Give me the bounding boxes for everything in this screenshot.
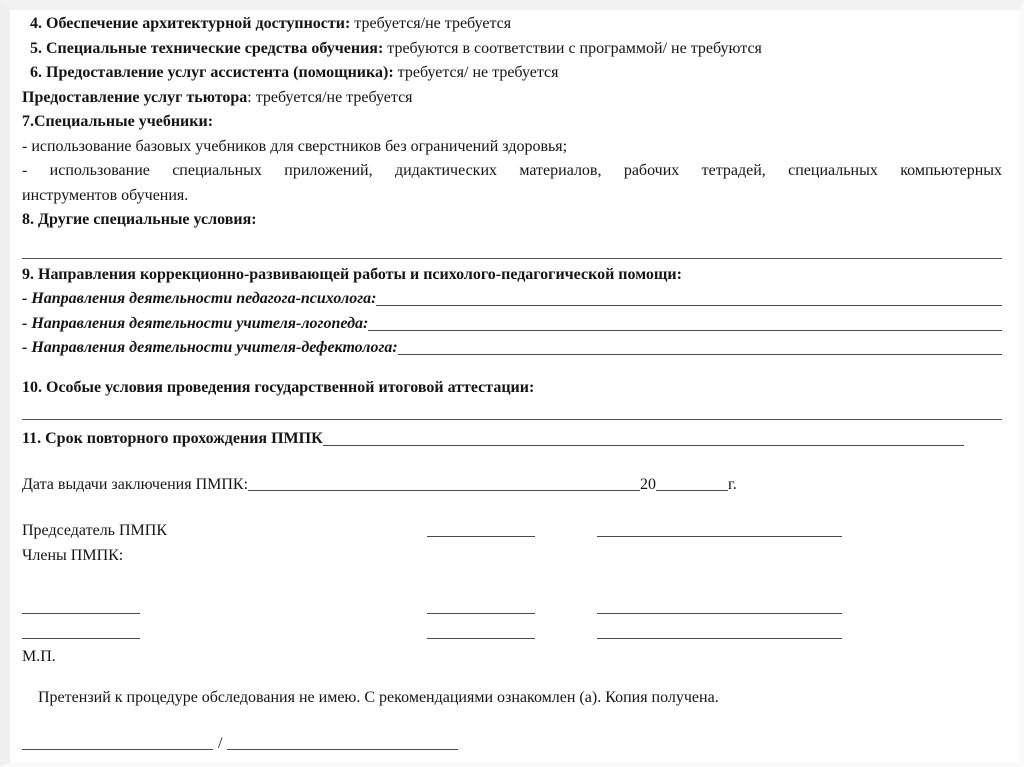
item-11-label: 11. Срок повторного прохождения ПМПК [22, 430, 323, 447]
final-signature-row [22, 732, 1002, 757]
members-label: Члены ПМПК: [22, 546, 124, 564]
member-1-position-blank [22, 610, 140, 614]
item-8-label: 8. Другие специальные условия: [22, 211, 257, 228]
member-1-name-blank [597, 610, 842, 614]
item-4-value: требуется/не требуется [350, 15, 512, 32]
item-10-blank-line [22, 400, 1002, 420]
item-5-value: требуются в соответствии с программой/ не требуются [383, 39, 762, 57]
issue-date-line [22, 473, 1002, 498]
signature-separator: / [218, 735, 223, 752]
member-row-1 [22, 596, 1002, 621]
pmpk-conclusion-form [10, 10, 1019, 762]
consent-line: Претензий к процедуре обследования не имею. С рекомендациями ознакомлен (а). Копия получена. [38, 688, 719, 706]
item-8-line [22, 208, 1002, 233]
member-row-2 [22, 621, 1002, 646]
direction-speech-therapist-line [22, 312, 1002, 337]
tutor-line [22, 86, 1002, 111]
speech-therapist-blank-line [368, 312, 1002, 331]
member-2-name-blank [597, 635, 842, 639]
item-4-line [22, 12, 1002, 37]
item-11-line [22, 427, 1002, 452]
issue-date-year-prefix: 20 [640, 475, 657, 493]
item-7-option-2-line-2: инструментов обучения. [22, 186, 189, 204]
item-7-label: 7.Специальные учебники: [22, 113, 214, 130]
item-7-line [22, 110, 1002, 135]
item-9-line [22, 263, 1002, 288]
direction-defectologist-label: - Направления деятельности учителя-дефектолога: [22, 339, 398, 356]
stamp-line [22, 645, 1002, 670]
direction-psychologist-line [22, 287, 1002, 312]
direction-psychologist-label: - Направления деятельности педагога-психолога: [22, 290, 377, 307]
issue-date-year-suffix: г. [728, 475, 737, 493]
chairman-name-blank [597, 533, 842, 537]
psychologist-blank-line [376, 287, 1002, 306]
direction-speech-therapist-label: - Направления деятельности учителя-логопеда: [22, 314, 369, 332]
item-7-option-2-line-1: - использование специальных приложений, дидактических материалов, рабочих тетрадей, специальных компьютерных [22, 162, 1002, 179]
member-2-position-blank [22, 635, 140, 639]
chairman-signature-blank [427, 533, 535, 537]
chairman-label: Председатель ПМПК [22, 522, 167, 539]
item-10-line [22, 376, 1002, 401]
item-10-label: 10. Особые условия проведения государственной итоговой аттестации: [22, 378, 535, 396]
direction-defectologist-line [22, 336, 1002, 361]
chairman-row [22, 519, 1002, 544]
issue-date-label: Дата выдачи заключения ПМПК: [22, 475, 249, 493]
members-row [22, 544, 1002, 569]
item-6-value: требуется/ не требуется [393, 64, 559, 81]
tutor-label: Предоставление услуг тьютора [22, 88, 248, 106]
member-1-signature-blank [427, 610, 535, 614]
item-6-label: 6. Предоставление услуг ассистента (помощника): [30, 64, 394, 81]
final-signature-blank [22, 746, 213, 750]
member-2-signature-blank [427, 635, 535, 639]
final-name-blank [227, 746, 458, 750]
item-7-option-1: - использование базовых учебников для сверстников без ограничений здоровья; [22, 137, 568, 155]
item-4-label: 4. Обеспечение архитектурной доступности: [30, 15, 351, 32]
item-9-label: 9. Направления коррекционно-развивающей работы и психолого-педагогической помощи: [22, 265, 682, 283]
item-11-blank-line [323, 427, 964, 446]
stamp-label: М.П. [22, 648, 56, 665]
issue-date-blank-line [248, 487, 640, 491]
item-6-line [22, 61, 1002, 86]
item-5-label: 5. Специальные технические средства обучения: [30, 39, 384, 57]
item-5-line [22, 37, 1002, 62]
defectologist-blank-line [398, 336, 1002, 355]
tutor-value: : требуется/не требуется [247, 88, 413, 106]
issue-date-year-blank [656, 487, 728, 491]
item-8-blank-line [22, 239, 1002, 259]
